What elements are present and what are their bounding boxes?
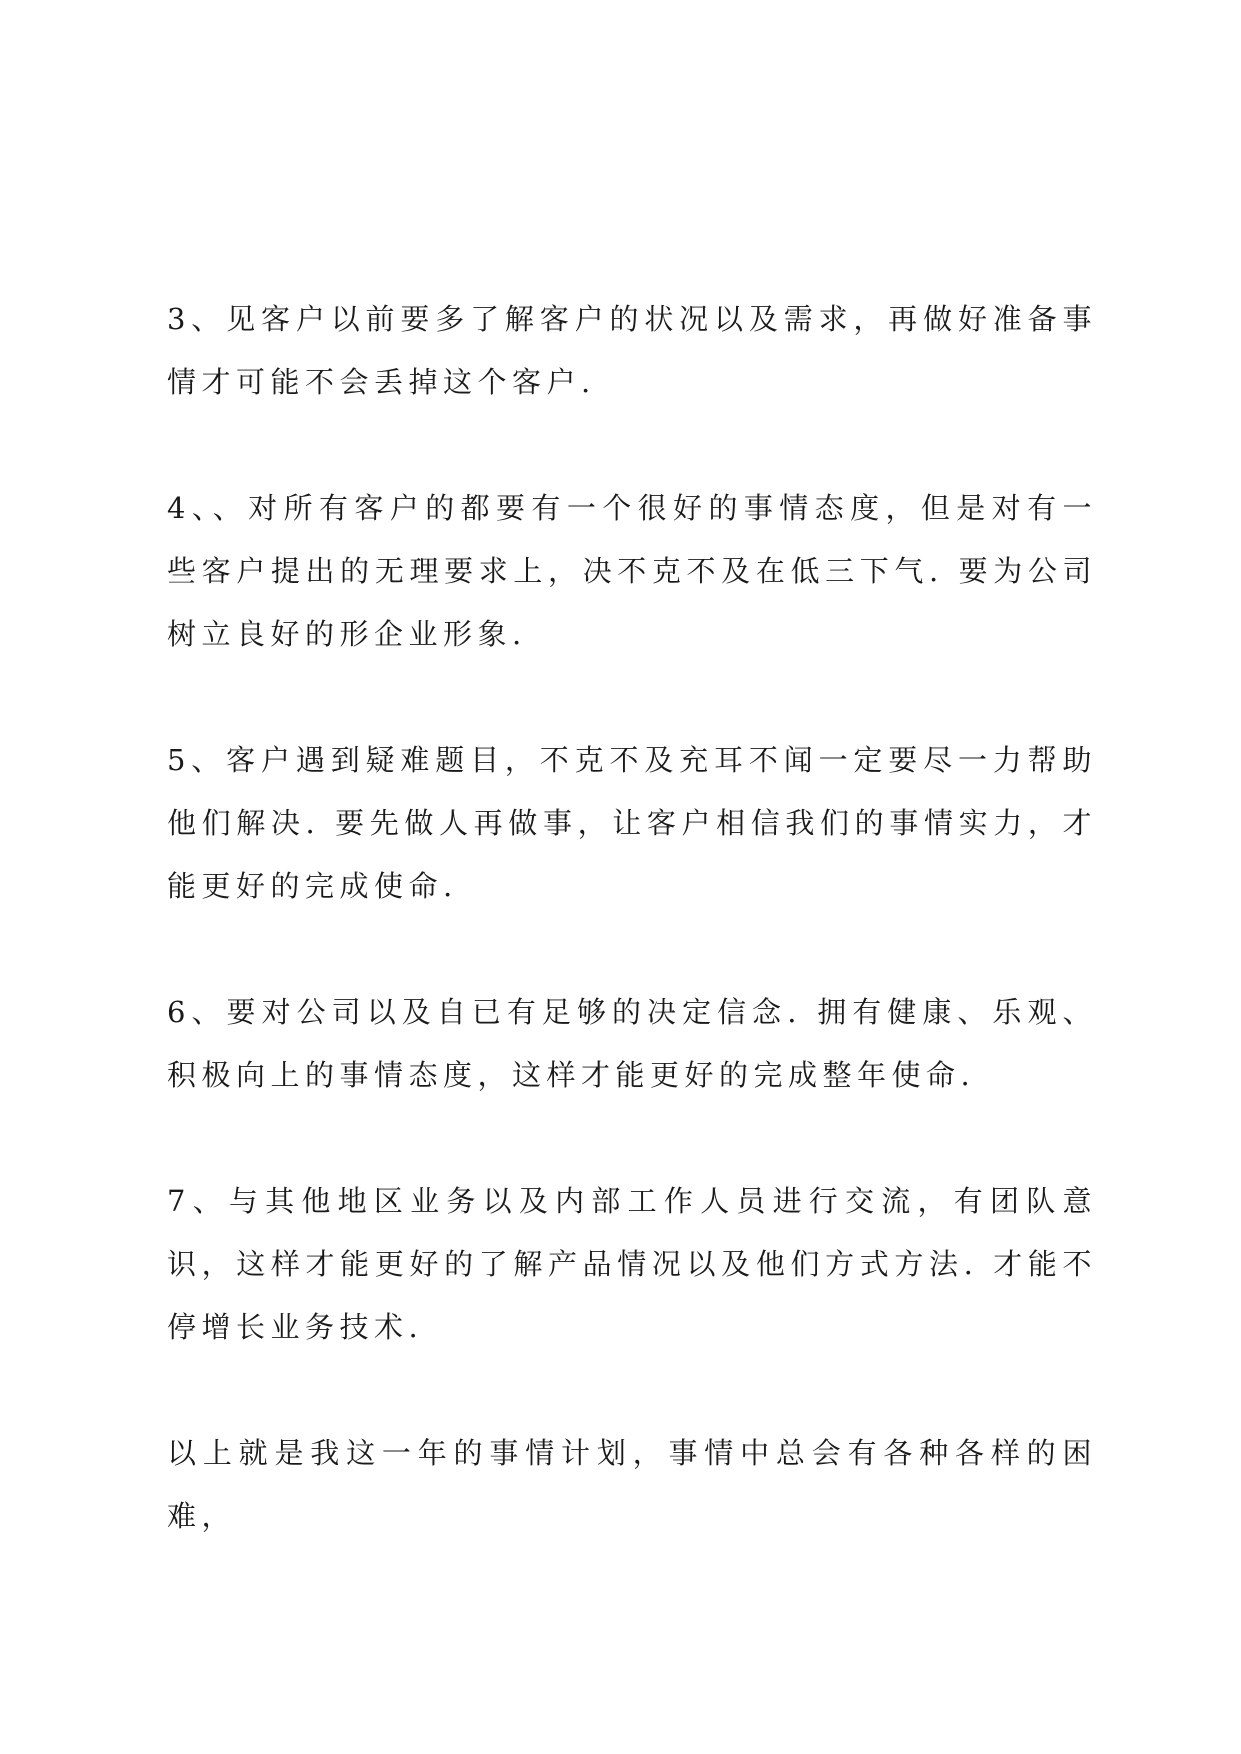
paragraph-item-7: 7、与其他地区业务以及内部工作人员进行交流，有团队意识，这样才能更好的了解产品情况以及他们方式方法. 才能不停增长业务技术.	[167, 1184, 1097, 1344]
paragraph-item-4: 4、、对所有客户的都要有一个很好的事情态度，但是对有一些客户提出的无理要求上，决不克不及在低三下气. 要为公司树立良好的形企业形象.	[167, 491, 1097, 651]
document-body	[167, 288, 1097, 1611]
paragraph-summary: 以上就是我这一年的事情计划，事情中总会有各种各样的困难，	[167, 1436, 1097, 1533]
paragraph-item-5: 5、客户遇到疑难题目，不克不及充耳不闻一定要尽一力帮助他们解决. 要先做人再做事，让客户相信我们的事情实力，才能更好的完成使命.	[167, 743, 1097, 903]
paragraph-item-6: 6、要对公司以及自已有足够的决定信念. 拥有健康、乐观、积极向上的事情态度，这样才能更好的完成整年使命.	[167, 995, 1097, 1092]
paragraph-item-3: 3、见客户以前要多了解客户的状况以及需求，再做好准备事情才可能不会丢掉这个客户.	[167, 302, 1097, 399]
